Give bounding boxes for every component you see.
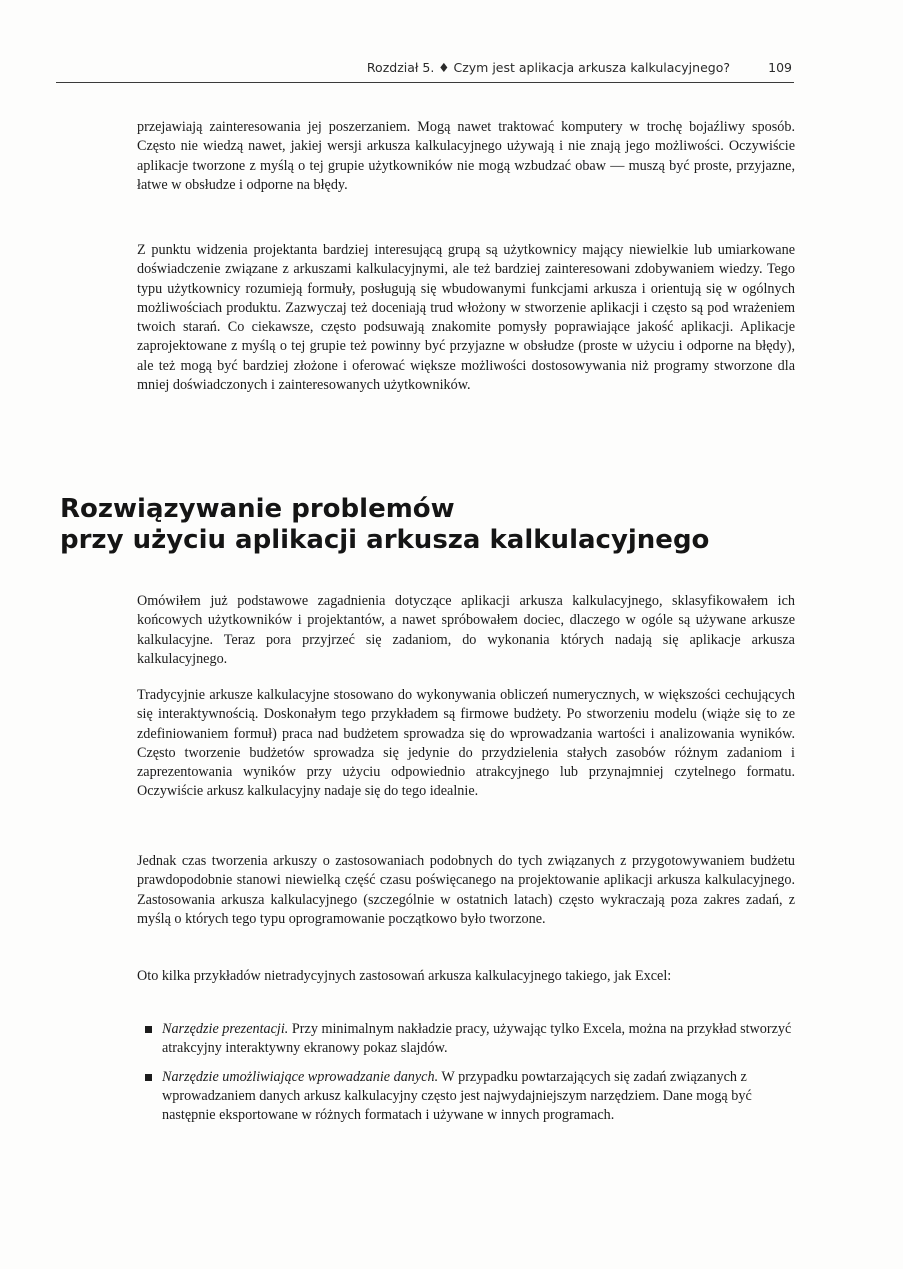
bullet-text: W przypadku powtarzających się zadań związanych z wprowadzaniem danych arkusz kalkulacyjny często jest najwydajniejszym narzędziem. Dane mogą być następnie eksportowane w różnych formatach i używane w innych programach. — [162, 1068, 752, 1124]
section-paragraph-1: Omówiłem już podstawowe zagadnienia dotyczące aplikacji arkusza kalkulacyjnego, sklasyfikowałem ich końcowych użytkowników i projektantów, a nawet spróbowałem dociec, dlaczego w ogóle są używane arkusze kalkulacyjne. Teraz pora przyjrzeć się zadaniom, do wykonania których nadają się aplikacje arkusza kalkulacyjnego. — [137, 593, 795, 667]
bullet-text: Przy minimalnym nakładzie pracy, używając tylko Excela, można na przykład stworzyć atrakcyjny interaktywny ekranowy pokaz slajdów. — [162, 1021, 792, 1057]
section-heading-line-2: przy użyciu aplikacji arkusza kalkulacyjnego — [60, 525, 710, 555]
bullet-term: Narzędzie prezentacji. — [162, 1021, 289, 1037]
section-heading-line-1: Rozwiązywanie problemów — [60, 494, 455, 524]
section-paragraph-4: Oto kilka przykładów nietradycyjnych zastosowań arkusza kalkulacyjnego takiego, jak Excel: — [137, 968, 672, 984]
bullet-term: Narzędzie umożliwiające wprowadzanie danych. — [162, 1068, 439, 1085]
bullet-list — [137, 1020, 795, 1134]
page-number: 109 — [768, 60, 792, 75]
header-rule — [56, 82, 794, 83]
running-title: Rozdział 5. ♦ Czym jest aplikacja arkusza kalkulacyjnego? — [366, 60, 730, 75]
list-item — [137, 1020, 795, 1059]
intro-paragraph-2: Z punktu widzenia projektanta bardziej interesującą grupą są użytkownicy mający niewielkie lub umiarkowane doświadczenie związane z arkuszami kalkulacyjnymi, ale też bardziej zainteresowani zdobywaniem wiedzy. Tego typu użytkownicy rozumieją formuły, posługują się wbudowanymi funkcjami arkusza i orientują się w ogólnych możliwościach produktu. Zazwyczaj też doceniają trud włożony w stworzenie aplikacji i często są pod wrażeniem twoich starań. Co ciekawsze, często podsuwają znakomite pomysły poprawiające jakość aplikacji. Aplikacje zaprojektowane z myślą o tej grupie też powinny być przyjazne w obsłudze (proste w użyciu i odporne na błędy), ale też mogą być bardziej złożone i oferować większe możliwości dostosowywania niż programy stworzone dla mniej doświadczonych i zainteresowanych użytkowników. — [137, 242, 795, 394]
section-paragraph-3: Jednak czas tworzenia arkuszy o zastosowaniach podobnych do tych związanych z przygotowywaniem budżetu prawdopodobnie stanowi niewielką część czasu poświęcanego na projektowanie aplikacji arkusza kalkulacyjnego. Zastosowania arkusza kalkulacyjnego (szczególnie w ostatnich latach) często wykraczają poza zakres zadań, z myślą o których tego typu oprogramowanie początkowo było tworzone. — [137, 853, 795, 927]
bullet-square-icon — [145, 1074, 152, 1081]
section-paragraph-2: Tradycyjnie arkusze kalkulacyjne stosowano do wykonywania obliczeń numerycznych, w większości cechujących się interaktywnością. Doskonałym tego przykładem są firmowe budżety. Po stworzeniu modelu (wiąże się to ze zdefiniowaniem formuł) praca nad budżetem sprowadza się do wprowadzania wartości i analizowania wyników. Często tworzenie budżetów sprowadza się jedynie do przydzielenia stałych zasobów różnym zadaniom i zaprezentowania wyników przy użyciu odpowiednio atrakcyjnego lub przynajmniej czytelnego formatu. Oczywiście arkusz kalkulacyjny nadaje się do tego idealnie. — [137, 687, 795, 800]
section-heading — [60, 494, 800, 556]
list-item — [137, 1068, 795, 1126]
intro-paragraph-1: przejawiają zainteresowania jej poszerzaniem. Mogą nawet traktować komputery w trochę bojaźliwy sposób. Często nie wiedzą nawet, jakiej wersji arkusza kalkulacyjnego używają i nie znają jego możliwości. Oczywiście aplikacje tworzone z myślą o tej grupie użytkowników nie mogą wzbudzać obaw — muszą być proste, przyjazne, łatwe w obsłudze i odporne na błędy. — [137, 119, 795, 193]
bullet-square-icon — [145, 1026, 152, 1033]
running-header — [60, 56, 792, 82]
